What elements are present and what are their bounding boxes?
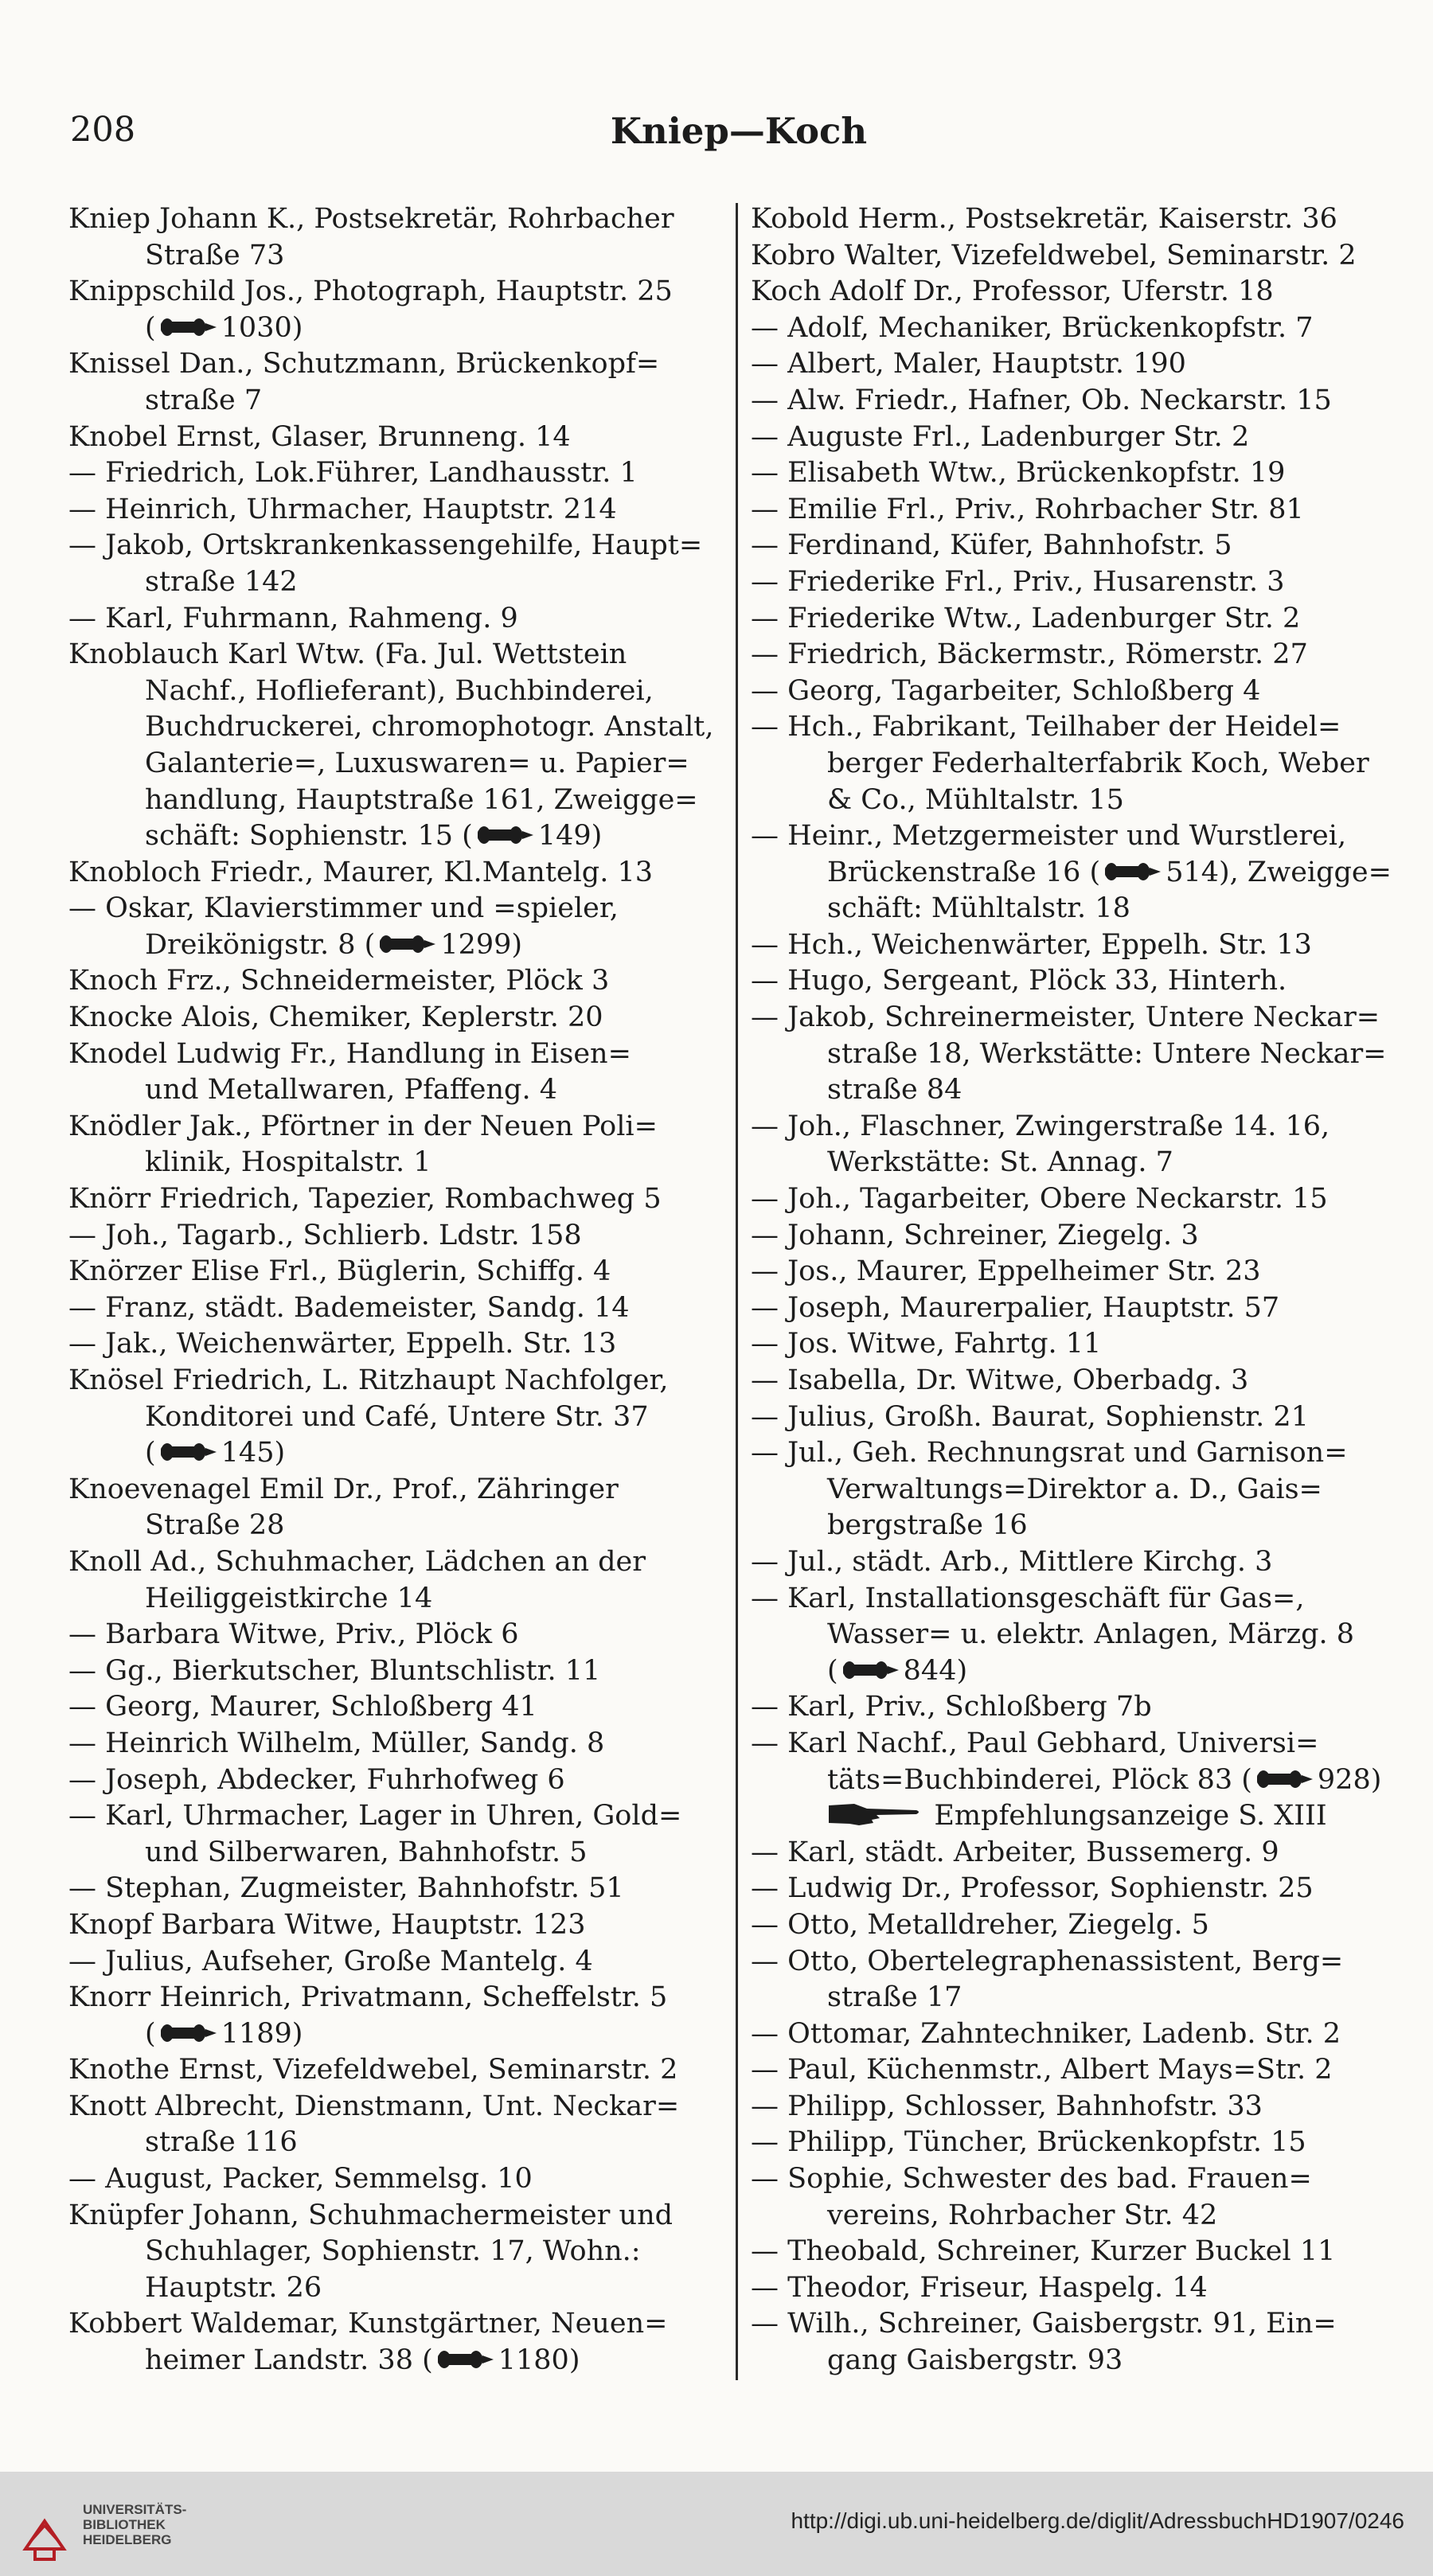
directory-entry-line: — Philipp, Tüncher, Brückenkopfstr. 15 (751, 2126, 1306, 2159)
directory-entry-line: — Gg., Bierkutscher, Bluntschlistr. 11 (68, 1654, 601, 1687)
telephone-icon (378, 932, 437, 956)
directory-entry-line: — Hch., Fabrikant, Teilhaber der Heidel= (751, 711, 1341, 744)
directory-entry-line: — Sophie, Schwester des bad. Frauen= (751, 2163, 1312, 2195)
directory-entry-line: — Karl Nachf., Paul Gebhard, Universi= (751, 1727, 1319, 1759)
directory-entry-line: — Karl, Fuhrmann, Rahmeng. 9 (68, 602, 518, 634)
directory-entry-line: — Ferdinand, Küfer, Bahnhofstr. 5 (751, 529, 1232, 562)
running-title: Kniep—Koch (610, 110, 868, 152)
directory-entry-line: Knüpfer Johann, Schuhmachermeister und (68, 2199, 674, 2231)
directory-entry-line: — Otto, Metalldreher, Ziegelg. 5 (751, 1908, 1209, 1941)
directory-entry-line: straße 116 (145, 2126, 298, 2159)
directory-entry-line: Nachf., Hoflieferant), Buchbinderei, (145, 674, 654, 707)
directory-entry-line: — Jos. Witwe, Fahrtg. 11 (751, 1328, 1102, 1360)
directory-entry-line: Kobbert Waldemar, Kunstgärtner, Neuen= (68, 2308, 668, 2340)
directory-entry-line: Knörzer Elise Frl., Büglerin, Schiffg. 4 (68, 1255, 611, 1288)
directory-entry-line: — Heinrich, Uhrmacher, Hauptstr. 214 (68, 493, 617, 525)
directory-entry-line: — Karl, Installationsgeschäft für Gas=, (751, 1582, 1305, 1614)
footer-bar (0, 2472, 1433, 2576)
directory-entry-line: — Otto, Obertelegraphenassistent, Berg= (751, 1945, 1344, 1977)
directory-entry-line: Brückenstraße 16 ( 514), Zweigge= (827, 856, 1392, 888)
directory-entry-line: Knorr Heinrich, Privatmann, Scheffelstr. 5 (68, 1981, 668, 2014)
directory-entry-line: straße 18, Werkstätte: Untere Neckar= (827, 1037, 1387, 1070)
directory-entry-line: — Jakob, Ortskrankenkassengehilfe, Haupt= (68, 529, 703, 562)
directory-entry-line: Empfehlungsanzeige S. XIII (751, 1798, 1404, 1835)
left-column (68, 201, 721, 2379)
directory-entry-line: Kniep Johann K., Postsekretär, Rohrbacher (68, 203, 674, 235)
directory-entry-line: Knott Albrecht, Dienstmann, Unt. Neckar= (68, 2090, 680, 2122)
directory-entry-line: — Hugo, Sergeant, Plöck 33, Hinterh. (751, 965, 1287, 997)
directory-entry-line: — Jos., Maurer, Eppelheimer Str. 23 (751, 1255, 1261, 1288)
directory-entry-line: Knobel Ernst, Glaser, Brunneng. 14 (68, 420, 571, 453)
directory-entry-line: schäft: Sophienstr. 15 ( 149) (145, 820, 603, 853)
directory-entry-line: Kobold Herm., Postsekretär, Kaiserstr. 36 (751, 203, 1337, 235)
column-divider (736, 203, 738, 2380)
pointing-hand-icon (827, 1801, 923, 1828)
directory-entry-line: — Alw. Friedr., Hafner, Ob. Neckarstr. 15 (751, 384, 1332, 416)
directory-entry-line: Galanterie=, Luxuswaren= u. Papier= (145, 747, 689, 779)
directory-entry-line: berger Federhalterfabrik Koch, Weber (827, 747, 1369, 779)
directory-entry-line: — Hch., Weichenwärter, Eppelh. Str. 13 (751, 928, 1312, 961)
page-header (70, 110, 1408, 158)
directory-entry-line: Knoevenagel Emil Dr., Prof., Zähringer (68, 1473, 619, 1505)
directory-entry-line: Knippschild Jos., Photograph, Hauptstr. 25 (68, 275, 673, 308)
directory-entry-line: gang Gaisbergstr. 93 (827, 2344, 1123, 2377)
directory-entry-line: — Jak., Weichenwärter, Eppelh. Str. 13 (68, 1328, 617, 1360)
directory-entry-line: Knösel Friedrich, L. Ritzhaupt Nachfolger, (68, 1364, 669, 1396)
directory-entry-line: — Joseph, Abdecker, Fuhrhofweg 6 (68, 1763, 565, 1796)
directory-entry-line: Konditorei und Café, Untere Str. 37 (145, 1400, 649, 1433)
library-name: UNIVERSITÄTS- BIBLIOTHEK HEIDELBERG (83, 2502, 187, 2547)
directory-entry-line: Dreikönigstr. 8 ( 1299) (145, 928, 523, 961)
telephone-icon (159, 2021, 218, 2045)
directory-entry-line: ( 1030) (145, 311, 303, 344)
telephone-icon (159, 315, 218, 339)
directory-entry-line: und Silberwaren, Bahnhofstr. 5 (145, 1836, 588, 1868)
directory-entry-line: — Heinr., Metzgermeister und Wurstlerei, (751, 820, 1347, 853)
directory-entry-line: Buchdruckerei, chromophotogr. Anstalt, (145, 711, 714, 744)
directory-entry-line: Knoll Ad., Schuhmacher, Lädchen an der (68, 1545, 646, 1578)
telephone-icon (159, 1440, 218, 1464)
directory-entry-line: — Georg, Tagarbeiter, Schloßberg 4 (751, 674, 1261, 707)
directory-entry-line: vereins, Rohrbacher Str. 42 (827, 2199, 1218, 2231)
directory-entry-line: — Isabella, Dr. Witwe, Oberbadg. 3 (751, 1364, 1249, 1396)
directory-entry-line: klinik, Hospitalstr. 1 (145, 1146, 431, 1179)
directory-entry-line: — Elisabeth Wtw., Brückenkopfstr. 19 (751, 457, 1286, 490)
directory-entry-line: — Joseph, Maurerpalier, Hauptstr. 57 (751, 1291, 1280, 1324)
directory-entry-line: ( 844) (827, 1654, 968, 1687)
directory-entry-line: — Karl, städt. Arbeiter, Bussemerg. 9 (751, 1836, 1279, 1868)
directory-entry-line: Knörr Friedrich, Tapezier, Rombachweg 5 (68, 1183, 662, 1216)
directory-entry-line: — Stephan, Zugmeister, Bahnhofstr. 51 (68, 1872, 624, 1905)
directory-entry-line: — Friedrich, Bäckermstr., Römerstr. 27 (751, 638, 1308, 671)
directory-entry-line: Knödler Jak., Pförtner in der Neuen Poli= (68, 1110, 658, 1142)
directory-entry-line: — Karl, Priv., Schloßberg 7b (751, 1691, 1152, 1723)
directory-entry-line: — Julius, Großh. Baurat, Sophienstr. 21 (751, 1400, 1309, 1433)
directory-entry-line: — Jakob, Schreinermeister, Untere Neckar= (751, 1001, 1380, 1034)
directory-entry-line: — Joh., Flaschner, Zwingerstraße 14. 16, (751, 1110, 1330, 1142)
page-number: 208 (70, 110, 136, 150)
telephone-icon (476, 823, 535, 847)
directory-entry-line: — Georg, Maurer, Schloßberg 41 (68, 1691, 537, 1723)
directory-entry-line: — Ottomar, Zahntechniker, Ladenb. Str. 2 (751, 2017, 1341, 2050)
directory-entry-line: heimer Landstr. 38 ( 1180) (145, 2344, 580, 2377)
directory-entry-line: — Joh., Tagarbeiter, Obere Neckarstr. 15 (751, 1183, 1328, 1216)
directory-entry-line: Wasser= u. elektr. Anlagen, Märzg. 8 (827, 1618, 1355, 1651)
directory-entry-line: — Heinrich Wilhelm, Müller, Sandg. 8 (68, 1727, 605, 1759)
directory-entry-line: täts=Buchbinderei, Plöck 83 ( 928) (827, 1763, 1382, 1796)
directory-entry-line: Knoch Frz., Schneidermeister, Plöck 3 (68, 965, 610, 997)
telephone-icon (436, 2348, 495, 2371)
directory-entry-line: — Theobald, Schreiner, Kurzer Buckel 11 (751, 2235, 1336, 2268)
directory-entry-line: Knopf Barbara Witwe, Hauptstr. 123 (68, 1908, 586, 1941)
directory-entry-line: ( 1189) (145, 2017, 303, 2050)
directory-entry-line: Knothe Ernst, Vizefeldwebel, Seminarstr. 2 (68, 2054, 678, 2086)
directory-entry-line: — Friederike Frl., Priv., Husarenstr. 3 (751, 565, 1285, 598)
telephone-icon (841, 1658, 900, 1682)
directory-entry-line: handlung, Hauptstraße 161, Zweigge= (145, 783, 698, 816)
directory-entry-line: Knoblauch Karl Wtw. (Fa. Jul. Wettstein (68, 638, 627, 671)
directory-entry-line: straße 7 (145, 384, 263, 416)
directory-entry-line: — Theodor, Friseur, Haspelg. 14 (751, 2271, 1208, 2304)
directory-entry-line: bergstraße 16 (827, 1509, 1028, 1542)
directory-entry-line: — Karl, Uhrmacher, Lager in Uhren, Gold= (68, 1800, 682, 1832)
directory-entry-line: straße 84 (827, 1074, 962, 1107)
directory-entry-line: Straße 73 (145, 239, 285, 271)
directory-entry-line: ( 145) (145, 1437, 286, 1469)
directory-entry-line: — Ludwig Dr., Professor, Sophienstr. 25 (751, 1872, 1314, 1905)
directory-entry-line: — Barbara Witwe, Priv., Plöck 6 (68, 1618, 519, 1651)
directory-entry-line: Schuhlager, Sophienstr. 17, Wohn.: (145, 2235, 641, 2268)
directory-entry-line: straße 142 (145, 565, 298, 598)
telephone-icon (1103, 860, 1162, 884)
directory-entry-line: — Johann, Schreiner, Ziegelg. 3 (751, 1219, 1199, 1251)
telephone-icon (1255, 1767, 1314, 1791)
directory-entry-line: — Philipp, Schlosser, Bahnhofstr. 33 (751, 2090, 1263, 2122)
directory-entry-line: — Albert, Maler, Hauptstr. 190 (751, 348, 1186, 381)
directory-entry-line: — Joh., Tagarb., Schlierb. Ldstr. 158 (68, 1219, 582, 1251)
directory-entry-line: — Jul., Geh. Rechnungsrat und Garnison= (751, 1437, 1348, 1469)
directory-entry-line: — August, Packer, Semmelsg. 10 (68, 2163, 533, 2195)
directory-entry-line: Koch Adolf Dr., Professor, Uferstr. 18 (751, 275, 1274, 308)
directory-entry-line: & Co., Mühltalstr. 15 (827, 783, 1124, 816)
directory-entry-line: Hauptstr. 26 (145, 2271, 322, 2304)
directory-entry-line: — Oskar, Klavierstimmer und =spieler, (68, 892, 619, 925)
directory-entry-line: Knobloch Friedr., Maurer, Kl.Mantelg. 13 (68, 856, 653, 888)
directory-entry-line: Kobro Walter, Vizefeldwebel, Seminarstr. 2 (751, 239, 1357, 271)
library-logo-icon (18, 2473, 73, 2572)
directory-entry-line: Knocke Alois, Chemiker, Keplerstr. 20 (68, 1001, 603, 1034)
directory-entry-line: Knissel Dan., Schutzmann, Brückenkopf= (68, 348, 660, 381)
directory-entry-line: — Wilh., Schreiner, Gaisbergstr. 91, Ein= (751, 2308, 1337, 2340)
directory-entry-line: und Metallwaren, Pfaffeng. 4 (145, 1074, 557, 1107)
directory-entry-line: — Adolf, Mechaniker, Brückenkopfstr. 7 (751, 311, 1314, 344)
directory-entry-line: — Auguste Frl., Ladenburger Str. 2 (751, 420, 1250, 453)
directory-entry-line: straße 17 (827, 1981, 962, 2014)
directory-entry-line: Verwaltungs=Direktor a. D., Gais= (827, 1473, 1322, 1505)
directory-entry-line: schäft: Mühltalstr. 18 (827, 892, 1130, 925)
directory-entry-line: Knodel Ludwig Fr., Handlung in Eisen= (68, 1037, 631, 1070)
directory-entry-line: Werkstätte: St. Annag. 7 (827, 1146, 1173, 1179)
directory-entry-line: — Julius, Aufseher, Große Mantelg. 4 (68, 1945, 593, 1977)
directory-entry-line: Heiliggeistkirche 14 (145, 1582, 433, 1614)
directory-entry-line: — Jul., städt. Arb., Mittlere Kirchg. 3 (751, 1545, 1273, 1578)
directory-entry-line: — Friedrich, Lok.Führer, Landhausstr. 1 (68, 457, 638, 490)
directory-entry-line: — Friederike Wtw., Ladenburger Str. 2 (751, 602, 1301, 634)
right-column (751, 201, 1404, 2379)
source-url[interactable]: http://digi.ub.uni-heidelberg.de/diglit/AdressbuchHD1907/0246 (791, 2508, 1404, 2533)
directory-entry-line: — Paul, Küchenmstr., Albert Mays=Str. 2 (751, 2054, 1333, 2086)
directory-entry-line: — Franz, städt. Bademeister, Sandg. 14 (68, 1291, 630, 1324)
directory-entry-line: Straße 28 (145, 1509, 285, 1542)
directory-entry-line: — Emilie Frl., Priv., Rohrbacher Str. 81 (751, 493, 1304, 525)
